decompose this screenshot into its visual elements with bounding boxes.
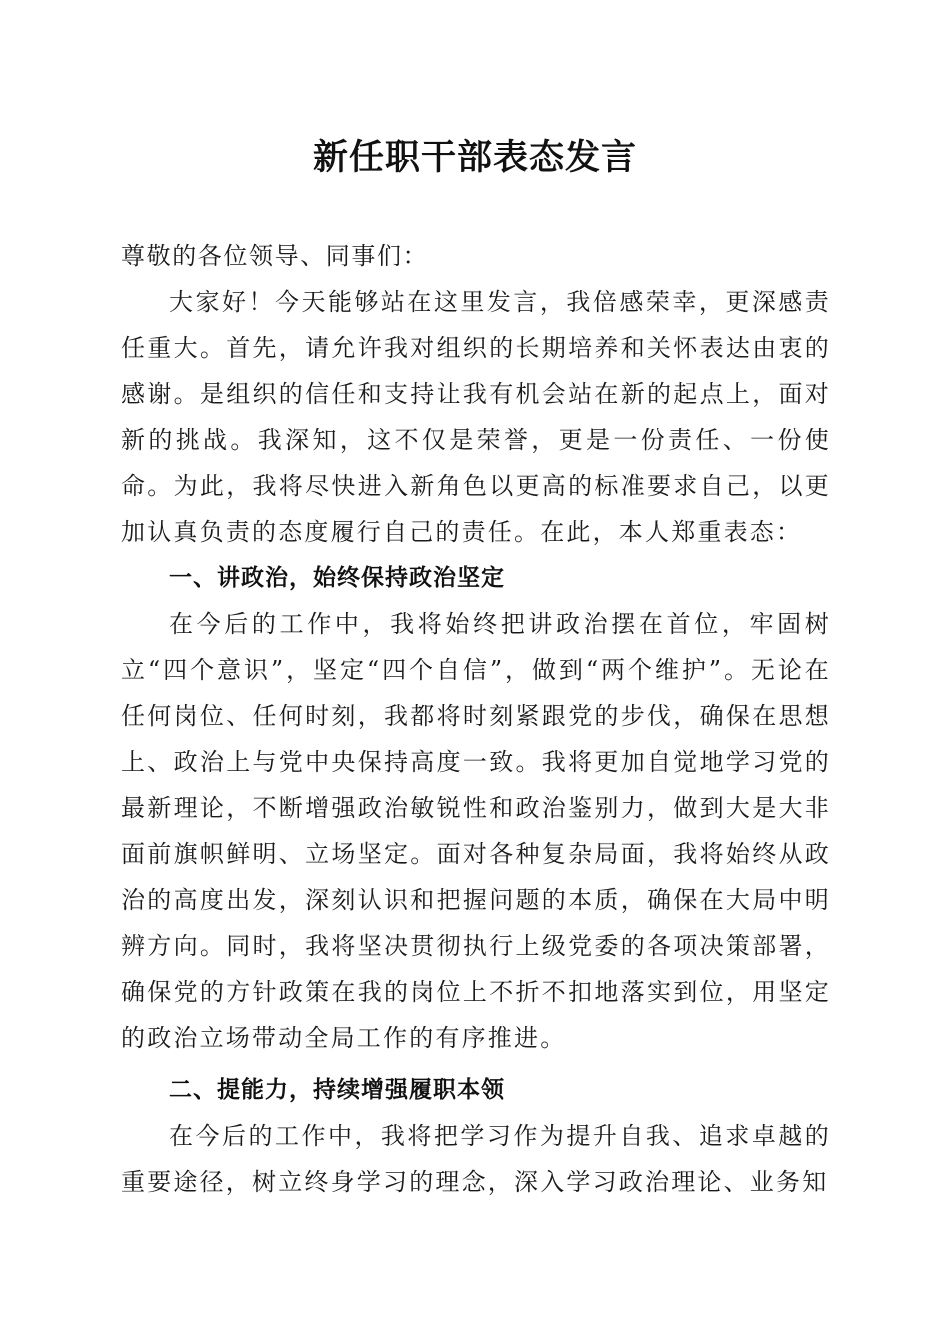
section-heading-1: 一、讲政治，始终保持政治坚定	[169, 565, 505, 591]
intro-paragraph: 大家好！今天能够站在这里发言，我倍感荣幸，更深感责任重大。首先，请允许我对组织的长期培养和关怀表达由衷的感谢。是组织的信任和支持让我有机会站在新的起点上，面对新的挑战。我深知，这不仅是荣誉，更是一份责任、一份使命。为此，我将尽快进入新角色以更高的标准要求自己，以更加认真负责的态度履行自己的责任。在此，本人郑重表态：	[121, 288, 831, 546]
section-paragraph-1: 在今后的工作中，我将始终把讲政治摆在首位，牢固树立“四个意识”，坚定“四个自信”，做到“两个维护”。无论在任何岗位、任何时刻，我都将时刻紧跟党的步伐，确保在思想上、政治上与党中央保持高度一致。我将更加自觉地学习党的最新理论，不断增强政治敏锐性和政治鉴别力，做到大是大非面前旗帜鲜明、立场坚定。面对各种复杂局面，我将始终从政治的高度出发，深刻认识和把握问题的本质，确保在大局中明辨方向。同时，我将坚决贯彻执行上级党委的各项决策部署，确保党的方针政策在我的岗位上不折不扣地落实到位，用坚定的政治立场带动全局工作的有序推进。	[121, 610, 831, 1052]
salutation: 尊敬的各位领导、同事们：	[121, 242, 429, 270]
document-body	[121, 233, 831, 1205]
section-paragraph-2: 在今后的工作中，我将把学习作为提升自我、追求卓越的重要途径，树立终身学习的理念，深入学习政治理论、业务知	[121, 1122, 831, 1196]
section-heading-2: 二、提能力，持续增强履职本领	[169, 1077, 505, 1103]
document-title: 新任职干部表态发言	[312, 137, 637, 178]
